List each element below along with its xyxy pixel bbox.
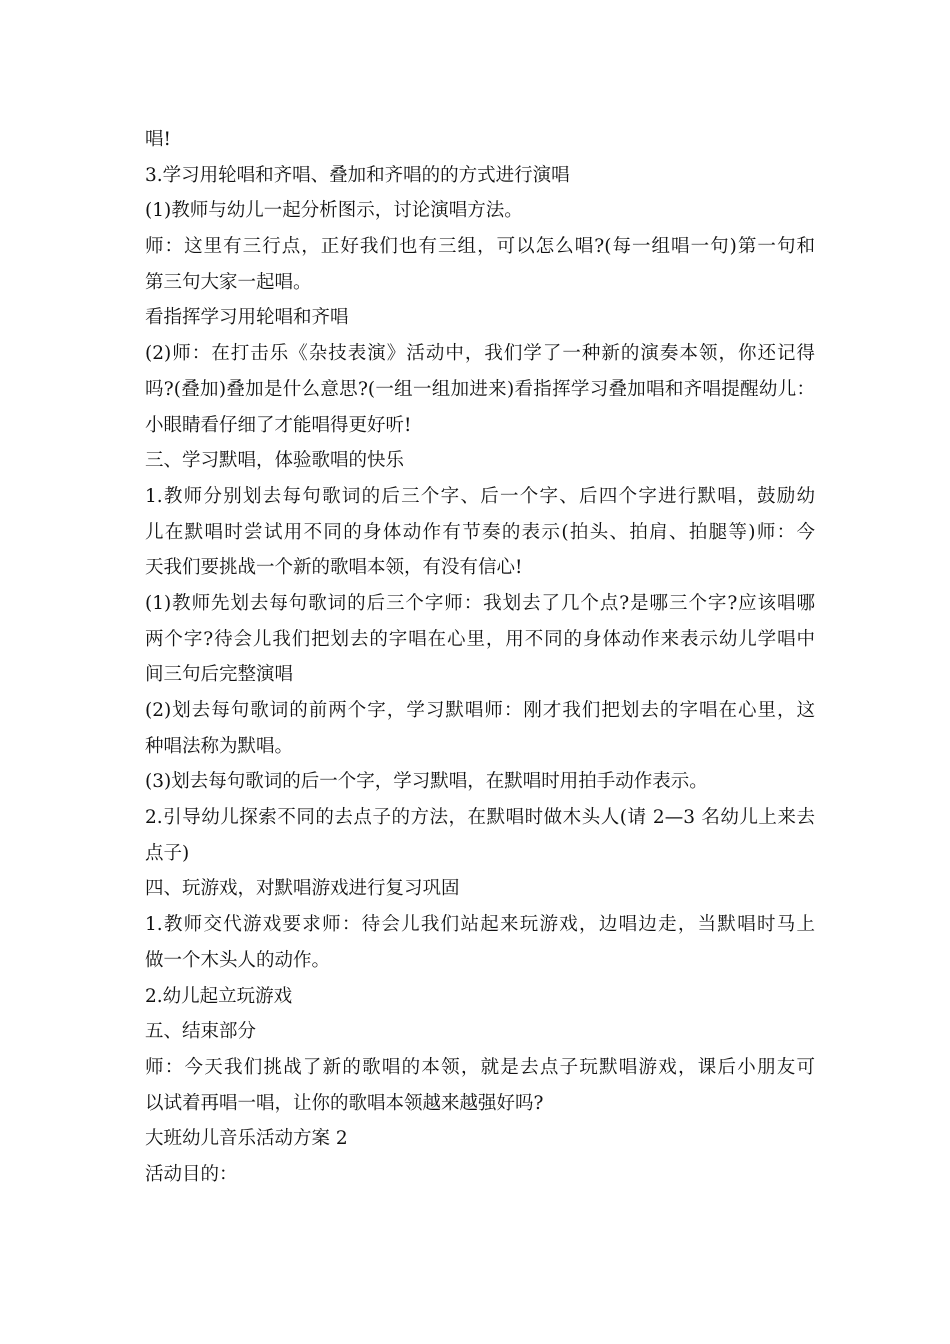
text-line: 间三句后完整演唱 xyxy=(145,664,294,686)
text-line: 五、结束部分 xyxy=(145,1021,257,1043)
text-line: 活动目的： xyxy=(145,1163,238,1185)
text-line: 唱! xyxy=(145,129,171,150)
document-body xyxy=(145,122,815,1193)
text-line: 儿在默唱时尝试用不同的身体动作有节奏的表示(拍头、拍肩、拍腿等)师：今 xyxy=(145,521,815,543)
text-line: 第三句大家一起唱。 xyxy=(145,271,312,293)
text-line: 看指挥学习用轮唱和齐唱 xyxy=(145,307,349,329)
text-line: 吗?(叠加)叠加是什么意思?(一组一组加进来)看指挥学习叠加唱和齐唱提醒幼儿： xyxy=(145,378,815,400)
text-line: 种唱法称为默唱。 xyxy=(145,735,294,757)
text-line: 师：这里有三行点，正好我们也有三组，可以怎么唱?(每一组唱一句)第一句和 xyxy=(145,236,815,258)
text-line: (1)教师与幼儿一起分析图示，讨论演唱方法。 xyxy=(145,200,523,222)
text-line: 3.学习用轮唱和齐唱、叠加和齐唱的的方式进行演唱 xyxy=(145,164,570,186)
text-line: 2.幼儿起立玩游戏 xyxy=(145,985,293,1007)
text-line: (1)教师先划去每句歌词的后三个字师：我划去了几个点?是哪三个字?应该唱哪 xyxy=(145,592,815,614)
text-line: 小眼睛看仔细了才能唱得更好听! xyxy=(145,414,412,436)
text-line: 2.引导幼儿探索不同的去点子的方法，在默唱时做木头人(请 2—3 名幼儿上来去 xyxy=(145,807,815,829)
text-line: 师：今天我们挑战了新的歌唱的本领，就是去点子玩默唱游戏，课后小朋友可 xyxy=(145,1056,815,1078)
text-line: 三、学习默唱，体验歌唱的快乐 xyxy=(145,450,405,472)
text-line: (2)师：在打击乐《杂技表演》活动中，我们学了一种新的演奏本领，你还记得 xyxy=(145,343,815,365)
text-line: 两个字?待会儿我们把划去的字唱在心里，用不同的身体动作来表示幼儿学唱中 xyxy=(145,628,815,650)
text-line: (2)划去每句歌词的前两个字，学习默唱师：刚才我们把划去的字唱在心里，这 xyxy=(145,700,815,721)
text-line: 做一个木头人的动作。 xyxy=(145,949,331,971)
text-line: 点子) xyxy=(145,842,190,864)
text-line: 1.教师交代游戏要求师：待会儿我们站起来玩游戏，边唱边走，当默唱时马上 xyxy=(145,914,815,936)
text-line: 四、玩游戏，对默唱游戏进行复习巩固 xyxy=(145,878,460,900)
text-line: 1.教师分别划去每句歌词的后三个字、后一个字、后四个字进行默唱，鼓励幼 xyxy=(145,485,815,507)
text-line: 天我们要挑战一个新的歌唱本领，有没有信心! xyxy=(145,557,523,579)
text-line: 大班幼儿音乐活动方案 2 xyxy=(145,1128,348,1150)
text-line: (3)划去每句歌词的后一个字，学习默唱，在默唱时用拍手动作表示。 xyxy=(145,771,708,793)
text-line: 以试着再唱一唱，让你的歌唱本领越来越强好吗? xyxy=(145,1092,544,1114)
